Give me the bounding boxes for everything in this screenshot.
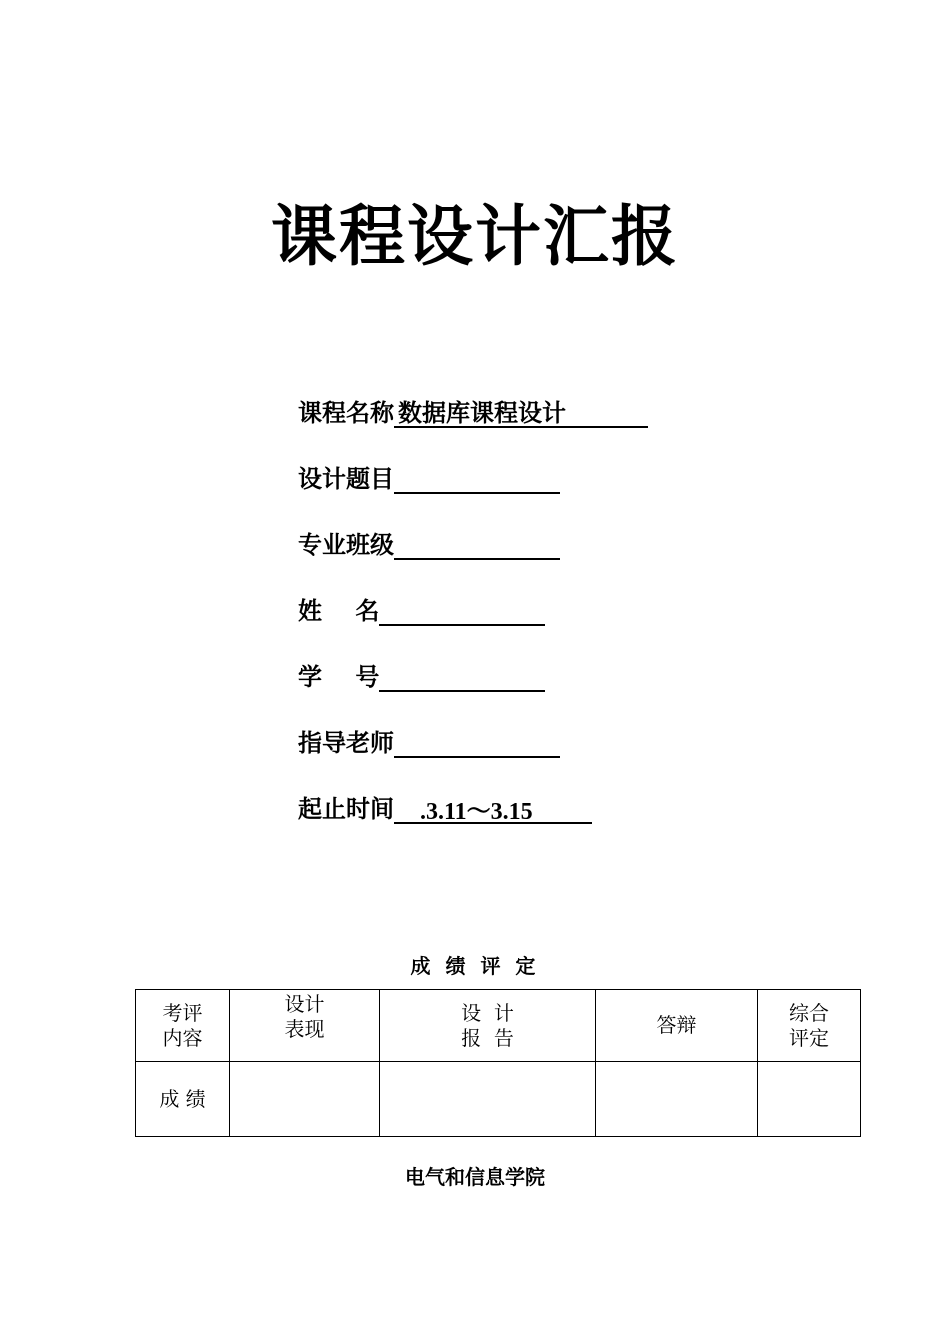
course-name-value: 数据库课程设计 <box>394 399 648 428</box>
score-cell-overall[interactable] <box>758 1062 861 1137</box>
grade-table-score-row <box>136 1062 861 1137</box>
student-name-label: 姓 名 <box>298 596 380 625</box>
advisor-value <box>394 729 560 758</box>
student-name-field <box>298 596 545 626</box>
score-cell-report[interactable] <box>380 1062 596 1137</box>
header-cell-performance: 设计 表现 <box>230 990 380 1062</box>
design-topic-field <box>298 464 560 494</box>
period-label: 起止时间 <box>298 794 394 823</box>
student-id-value <box>379 663 545 692</box>
student-name-value <box>379 597 545 626</box>
grade-heading: 成 绩 评 定 <box>410 954 540 978</box>
header-cell-defense: 答辩 <box>596 990 758 1062</box>
course-name-label: 课程名称 <box>298 398 394 427</box>
score-cell-performance[interactable] <box>230 1062 380 1137</box>
period-value: .3.11～3.15 <box>394 797 592 824</box>
header-cell-report: 设 计 报 告 <box>380 990 596 1062</box>
major-class-value <box>394 531 560 560</box>
major-class-field <box>298 530 560 560</box>
student-id-field <box>298 662 545 692</box>
major-class-label: 专业班级 <box>298 530 394 559</box>
advisor-label: 指导老师 <box>298 728 394 757</box>
grade-table <box>135 989 861 1137</box>
header-cell-overall: 综合 评定 <box>758 990 861 1062</box>
course-name-field <box>298 398 648 428</box>
header-cell-criteria: 考评 内容 <box>136 990 230 1062</box>
document-title: 课程设计汇报 <box>271 197 679 275</box>
design-topic-label: 设计题目 <box>298 464 394 493</box>
design-topic-value <box>394 465 560 494</box>
score-row-label: 成 绩 <box>136 1062 230 1137</box>
period-field <box>298 794 592 824</box>
college-name: 电气和信息学院 <box>405 1165 545 1189</box>
advisor-field <box>298 728 560 758</box>
student-id-label: 学 号 <box>298 662 380 691</box>
score-cell-defense[interactable] <box>596 1062 758 1137</box>
grade-table-header-row <box>136 990 861 1062</box>
